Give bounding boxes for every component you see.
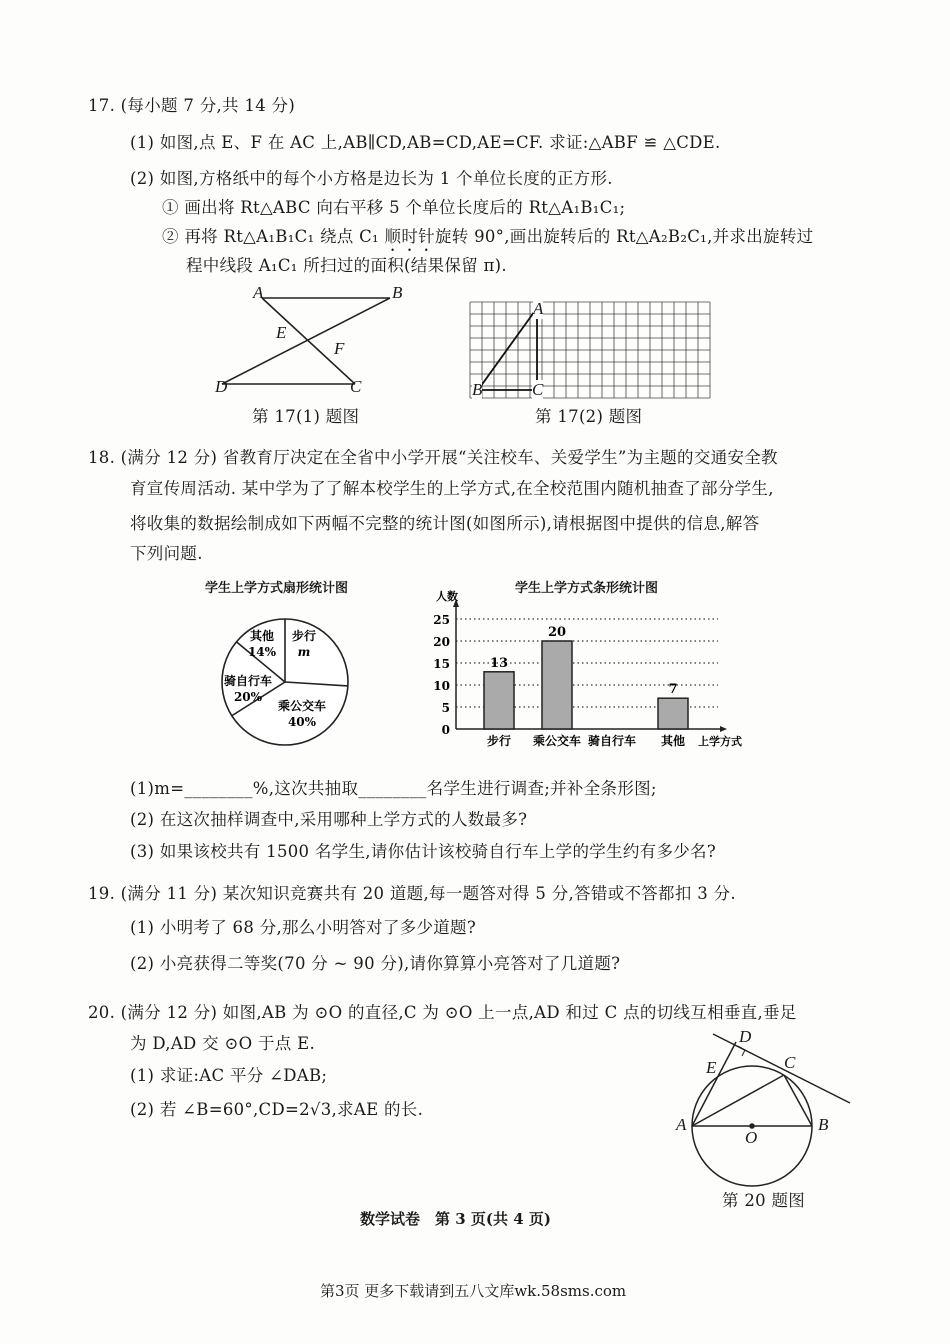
y-tick-label: 15 — [433, 657, 450, 671]
x-tick-label: 骑自行车 — [587, 734, 637, 748]
watermark-footer: 第3页 更多下载请到五八文库wk.58sms.com — [320, 1282, 627, 1300]
figure-20 — [692, 1034, 850, 1186]
label-b: B — [818, 1115, 829, 1134]
y-tick-label: 25 — [433, 613, 450, 627]
text: ② 再将 Rt△A₁B₁C₁ 绕点 C₁ — [162, 227, 385, 246]
x-tick-label: 步行 — [486, 734, 512, 748]
q18-line2: 育宣传周活动. 某中学为了了解本校学生的上学方式,在全校范围内随机抽查了部分学生, — [130, 479, 774, 498]
q18-sub2: (2) 在这次抽样调查中,采用哪种上学方式的人数最多? — [130, 810, 528, 829]
text: 旋转 90°,画出旋转后的 Rt△A₂B₂C₁,并求出旋转过 — [434, 227, 814, 246]
bar-chart — [433, 589, 742, 748]
page-footer: 数学试卷 第 3 页(共 4 页) — [360, 1210, 551, 1228]
bar — [484, 672, 514, 729]
label-c: C — [784, 1053, 796, 1072]
pie-slice-label: 14% — [247, 645, 277, 659]
q19-sub1: (1) 小明考了 68 分,那么小明答对了多少道题? — [130, 918, 476, 937]
q17-part1: (1) 如图,点 E、F 在 AC 上,AB∥CD,AB=CD,AE=CF. 求证:△ABF ≌ △CDE. — [130, 133, 721, 152]
label-f: F — [334, 339, 345, 358]
x-tick-label: 其他 — [660, 734, 686, 748]
emphasis-text: 顺时针 — [384, 227, 435, 246]
x-axis-arrow — [720, 726, 727, 732]
pie-title: 学生上学方式扇形统计图 — [205, 581, 349, 596]
label-d: D — [215, 377, 228, 396]
pie-slice-label: 20% — [233, 690, 263, 704]
pie-slice-label: m — [297, 645, 311, 659]
label-b: B — [392, 283, 403, 302]
y-tick-label: 20 — [433, 635, 450, 649]
figure-17-1-caption: 第 17(1) 题图 — [252, 407, 360, 426]
q17-heading: 17. (每小题 7 分,共 14 分) — [88, 96, 296, 115]
label-d: D — [739, 1027, 752, 1046]
bar — [542, 641, 572, 729]
bar — [658, 698, 688, 729]
label-c: C — [350, 377, 362, 396]
q18-line1: 18. (满分 12 分) 省教育厅决定在全省中小学开展“关注校车、关爱学生”为主题的交通安全教 — [88, 448, 778, 467]
label-a: A — [676, 1115, 687, 1134]
q17-part2-step1: ① 画出将 Rt△ABC 向右平移 5 个单位长度后的 Rt△A₁B₁C₁; — [162, 198, 626, 217]
figure-17-2-caption: 第 17(2) 题图 — [535, 407, 643, 426]
y-tick-label: 5 — [441, 701, 450, 715]
pie-slice-name: 其他 — [249, 629, 275, 643]
grid-label-c: C — [532, 380, 544, 399]
label-o: O — [745, 1128, 758, 1147]
q19-sub2: (2) 小亮获得二等奖(70 分 ~ 90 分),请你算算小亮答对了几道题? — [130, 954, 621, 973]
q18-sub1: (1)m=________%,这次共抽取________名学生进行调查;并补全条形图; — [130, 779, 657, 798]
label-e: E — [276, 323, 287, 342]
q20-sub2: (2) 若 ∠B=60°,CD=2√3,求AE 的长. — [130, 1100, 424, 1119]
figure-17-1 — [222, 298, 390, 384]
y-tick-label: 10 — [433, 679, 450, 693]
triangle-abc — [478, 308, 537, 390]
q19-line1: 19. (满分 11 分) 某次知识竞赛共有 20 道题,每一题答对得 5 分,答错或不答都扣 3 分. — [88, 884, 736, 903]
bar-data-label: 13 — [489, 655, 509, 671]
bar-title: 学生上学方式条形统计图 — [515, 581, 659, 596]
q17-part2-step2-cont: 程中线段 A₁C₁ 所扫过的面积(结果保留 π). — [186, 256, 507, 275]
pie-slice-name: 骑自行车 — [223, 674, 273, 688]
segment-cb — [784, 1075, 812, 1126]
pie-slice-label: 40% — [287, 715, 317, 729]
segment-bd — [222, 298, 390, 384]
q18-line3: 将收集的数据绘制成如下两幅不完整的统计图(如图所示),请根据图中提供的信息,解答 — [130, 514, 760, 533]
label-a: A — [253, 283, 264, 302]
q17-part2: (2) 如图,方格纸中的每个小方格是边长为 1 个单位长度的正方形. — [130, 169, 613, 188]
grid-label-b: B — [472, 380, 483, 399]
label-e: E — [706, 1058, 717, 1077]
pie-chart — [222, 619, 348, 745]
q18-sub3: (3) 如果该校共有 1500 名学生,请你估计该校骑自行车上学的学生约有多少名? — [130, 842, 716, 861]
y-axis-label: 人数 — [436, 590, 458, 603]
x-tick-label: 乘公交车 — [532, 734, 582, 748]
pie-slice-name: 步行 — [291, 629, 317, 643]
q18-line4: 下列问题. — [130, 544, 203, 563]
x-axis-label: 上学方式 — [698, 735, 742, 748]
q20-line2: 为 D,AD 交 ⊙O 于点 E. — [130, 1034, 315, 1053]
q20-sub1: (1) 求证:AC 平分 ∠DAB; — [130, 1066, 328, 1085]
grid-label-a: A — [533, 299, 544, 318]
bar-data-label: 20 — [547, 625, 567, 640]
bar-data-label: 7 — [668, 682, 678, 698]
right-triangle — [478, 308, 537, 390]
figure-20-caption: 第 20 题图 — [722, 1191, 806, 1210]
y-tick-label: 0 — [441, 723, 450, 737]
pie-slice-name: 乘公交车 — [277, 699, 327, 713]
q20-line1: 20. (满分 12 分) 如图,AB 为 ⊙O 的直径,C 为 ⊙O 上一点,AD 和过 C 点的切线互相垂直,垂足 — [88, 1003, 797, 1022]
